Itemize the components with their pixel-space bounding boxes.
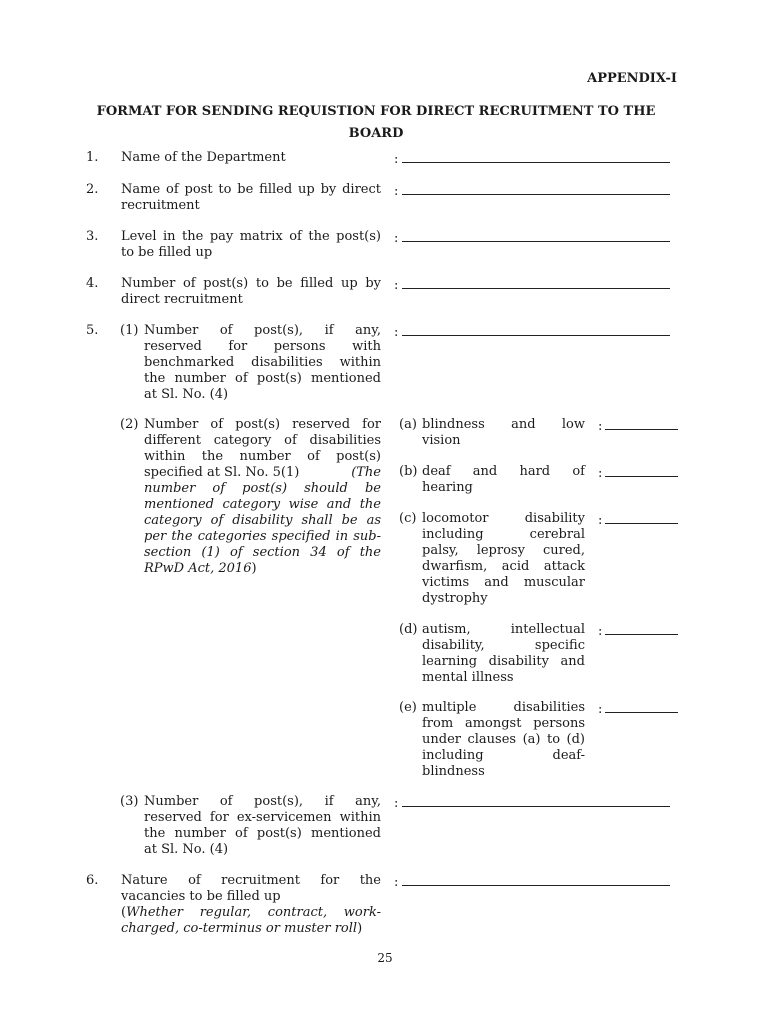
item-number: 4. bbox=[86, 276, 99, 291]
item-label-line: direct recruitment bbox=[121, 292, 243, 307]
sub-item-line: different category of disabilities bbox=[144, 433, 381, 448]
colon: : bbox=[394, 152, 399, 167]
item-label-line: Number of post(s) to be filled up by bbox=[121, 276, 381, 291]
sub-item-line: at Sl. No. (4) bbox=[144, 842, 229, 857]
item-label-line bbox=[121, 921, 381, 937]
fill-line bbox=[605, 622, 678, 635]
sub-item-line: at Sl. No. (4) bbox=[144, 387, 229, 402]
item-label-line: Level in the pay matrix of the post(s) bbox=[121, 229, 381, 244]
fill-line bbox=[402, 873, 670, 886]
category-line: dystrophy bbox=[422, 591, 488, 606]
item-number: 5. bbox=[86, 323, 99, 338]
item-number: 6. bbox=[86, 873, 99, 888]
fill-line bbox=[605, 700, 678, 713]
fill-line bbox=[605, 464, 678, 477]
answer-field[interactable] bbox=[394, 229, 670, 247]
page-number: 25 bbox=[377, 951, 393, 965]
fill-line bbox=[605, 511, 678, 524]
category-line: vision bbox=[422, 433, 461, 448]
category-field[interactable] bbox=[598, 700, 678, 718]
category-line: blindness and low bbox=[422, 417, 585, 432]
item-label-line: to be filled up bbox=[121, 245, 213, 260]
item-label-line: Nature of recruitment for the bbox=[121, 873, 381, 888]
answer-field[interactable] bbox=[394, 794, 670, 812]
sub-item-line: within the number of post(s) bbox=[144, 449, 381, 464]
sub-item-line: Number of post(s), if any, bbox=[144, 323, 381, 338]
title-line-1: FORMAT FOR SENDING REQUISTION FOR DIRECT RECRUITMENT TO THE bbox=[96, 104, 656, 119]
paren: ) bbox=[251, 561, 257, 576]
sub-item-note-line: category of disability shall be as bbox=[144, 513, 381, 528]
category-line: deaf and hard of bbox=[422, 464, 585, 479]
item-label: Name of the Department bbox=[121, 150, 286, 165]
category-letter: (b) bbox=[399, 464, 418, 479]
fill-line bbox=[402, 276, 670, 289]
category-field[interactable] bbox=[598, 511, 678, 529]
sub-item-number: (2) bbox=[120, 417, 139, 432]
sub-item-line: the number of post(s) mentioned bbox=[144, 371, 381, 386]
item-note: Whether regular, contract, work- bbox=[126, 905, 381, 920]
sub-item-note: RPwD Act, 2016 bbox=[144, 561, 252, 576]
item-note: charged, co-terminus or muster roll bbox=[121, 921, 358, 936]
colon: : bbox=[598, 513, 603, 528]
sub-item-line: Number of post(s), if any, bbox=[144, 794, 381, 809]
answer-field[interactable] bbox=[394, 873, 670, 891]
colon: : bbox=[394, 184, 399, 199]
sub-item-number: (3) bbox=[120, 794, 139, 809]
fill-line bbox=[402, 150, 670, 163]
paren: ) bbox=[357, 921, 363, 936]
page-title bbox=[88, 101, 664, 145]
answer-field[interactable] bbox=[394, 276, 670, 294]
colon: : bbox=[598, 419, 603, 434]
colon: : bbox=[394, 325, 399, 340]
sub-item-number: (1) bbox=[120, 323, 139, 338]
sub-item-line: Number of post(s) reserved for bbox=[144, 417, 381, 432]
category-line: under clauses (a) to (d) bbox=[422, 732, 585, 747]
category-line: including deaf- bbox=[422, 748, 585, 763]
category-letter: (a) bbox=[399, 417, 417, 432]
colon: : bbox=[394, 875, 399, 890]
answer-field[interactable] bbox=[394, 323, 670, 341]
fill-line bbox=[402, 794, 670, 807]
category-letter: (c) bbox=[399, 511, 417, 526]
fill-line bbox=[402, 323, 670, 336]
colon: : bbox=[598, 624, 603, 639]
sub-item-note: (The bbox=[351, 465, 381, 480]
category-letter: (d) bbox=[399, 622, 418, 637]
sub-item-note-line: per the categories specified in sub- bbox=[144, 529, 381, 544]
item-label-line: vacancies to be filled up bbox=[121, 889, 281, 904]
category-line: dwarfism, acid attack bbox=[422, 559, 585, 574]
category-line: locomotor disability bbox=[422, 511, 585, 526]
item-label-line: recruitment bbox=[121, 198, 200, 213]
sub-item-text: specified at Sl. No. 5(1) bbox=[144, 465, 300, 480]
category-line: from amongst persons bbox=[422, 716, 585, 731]
category-line: palsy, leprosy cured, bbox=[422, 543, 585, 558]
answer-field[interactable] bbox=[394, 182, 670, 200]
item-number: 3. bbox=[86, 229, 99, 244]
colon: : bbox=[394, 278, 399, 293]
sub-item-line: benchmarked disabilities within bbox=[144, 355, 381, 370]
colon: : bbox=[598, 466, 603, 481]
category-line: including cerebral bbox=[422, 527, 585, 542]
item-number: 2. bbox=[86, 182, 99, 197]
category-line: multiple disabilities bbox=[422, 700, 585, 715]
category-line: disability, specific bbox=[422, 638, 585, 653]
paren: ( bbox=[121, 905, 127, 920]
sub-item-line: the number of post(s) mentioned bbox=[144, 826, 381, 841]
category-letter: (e) bbox=[399, 700, 417, 715]
category-line: learning disability and bbox=[422, 654, 585, 669]
category-line: autism, intellectual bbox=[422, 622, 585, 637]
answer-field[interactable] bbox=[394, 150, 670, 168]
sub-item-note-line: section (1) of section 34 of the bbox=[144, 545, 381, 560]
sub-item-note-line bbox=[144, 561, 381, 577]
sub-item-note-line: number of post(s) should be bbox=[144, 481, 381, 496]
appendix-label: APPENDIX-I bbox=[587, 71, 677, 86]
sub-item-line: reserved for ex-servicemen within bbox=[144, 810, 381, 825]
fill-line bbox=[402, 229, 670, 242]
sub-item-line: reserved for persons with bbox=[144, 339, 381, 354]
colon: : bbox=[598, 702, 603, 717]
item-number: 1. bbox=[86, 150, 99, 165]
colon: : bbox=[394, 796, 399, 811]
sub-item-line bbox=[144, 465, 381, 481]
category-line: hearing bbox=[422, 480, 473, 495]
category-line: victims and muscular bbox=[422, 575, 585, 590]
category-line: blindness bbox=[422, 764, 485, 779]
fill-line bbox=[402, 182, 670, 195]
category-field[interactable] bbox=[598, 464, 678, 482]
category-field[interactable] bbox=[598, 417, 678, 435]
item-label-line bbox=[121, 905, 381, 921]
category-line: mental illness bbox=[422, 670, 514, 685]
category-field[interactable] bbox=[598, 622, 678, 640]
item-label-line: Name of post to be filled up by direct bbox=[121, 182, 381, 197]
title-line-2: BOARD bbox=[348, 126, 404, 141]
sub-item-note-line: mentioned category wise and the bbox=[144, 497, 381, 512]
fill-line bbox=[605, 417, 678, 430]
colon: : bbox=[394, 231, 399, 246]
